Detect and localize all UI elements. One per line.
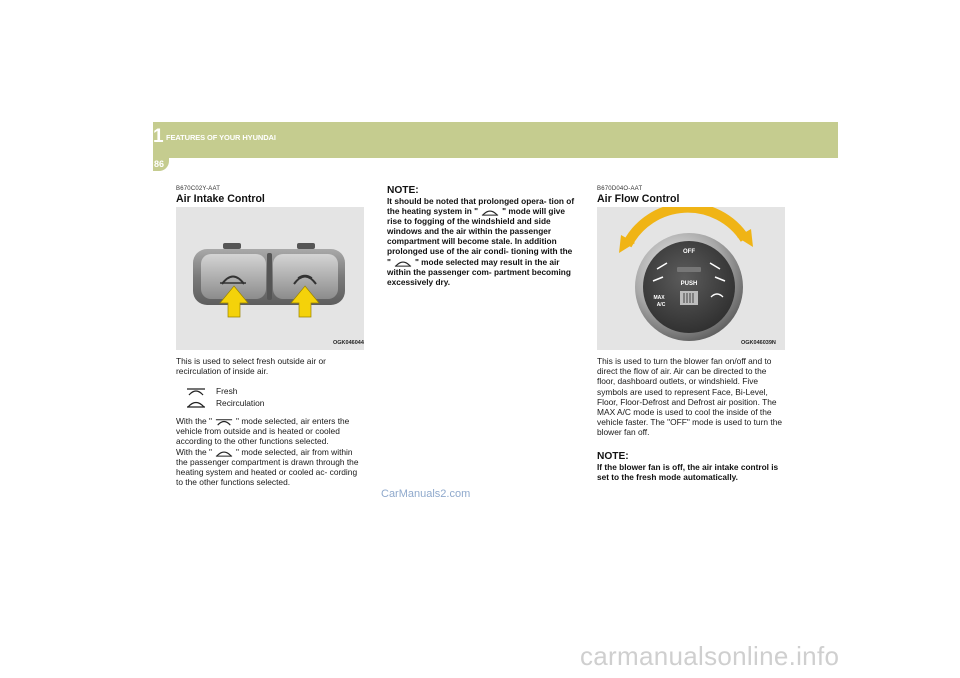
recirculation-icon [393,258,413,267]
air-intake-description [176,416,364,487]
note-body-blower: If the blower fan is off, the air intake control is set to the fresh mode automatically. [597,462,779,483]
air-intake-legend [186,385,264,409]
text-fragment: " mode selected, air from within the passenger compartment is drawn through the heating system and heated or cooled ac- cording to the other functions selected. [176,446,359,488]
legend-item-recirculation [186,397,264,409]
air-intake-figure [176,207,364,350]
text-fragment: With the " [176,416,213,426]
legend-label-recirculation: Recirculation [216,398,265,408]
knob-max-label: MAX [653,295,665,301]
text-fragment: With the " [176,446,213,457]
knob-ac-label: A/C [656,302,666,308]
section-code: B670C02Y-AAT [176,186,221,192]
text-fragment: " mode will give rise to fogging of the windshield and side windows and the air within the passenger compartment will become stale. In addition prolonged use of the air condi- tioning with the " [387,206,573,267]
legend-item-fresh [186,385,264,397]
air-intake-intro: This is used to select fresh outside air or recirculation of inside air. [176,356,326,377]
recirculation-icon [480,207,500,216]
fresh-air-icon [214,417,234,426]
air-flow-knob-illustration [597,207,785,350]
watermark-carmanuals2: CarManuals2.com [381,488,471,500]
chapter-number: 1 [153,126,164,147]
figure-code: OGK046039N [741,340,776,346]
figure-code: OGK046044 [333,340,364,346]
chapter-title: FEATURES OF YOUR HYUNDAI [166,133,276,142]
text-fragment: " mode selected may result in the air within the passenger com- partment becoming excessively dry. [387,256,571,287]
text-fragment: It should be noted that prolonged opera- tion of the heating system in " [387,196,575,217]
note-title: NOTE: [597,451,629,462]
recirculation-icon [186,398,206,408]
text-fragment: " mode selected, air enters the vehicle from outside and is heated or cooled according to the other functions selected. [176,416,350,447]
page-number: 86 [154,159,165,169]
note-title: NOTE: [387,185,419,196]
section-heading-air-intake: Air Intake Control [176,193,265,205]
section-code: B670D04O-AAT [597,186,643,192]
section-heading-air-flow: Air Flow Control [597,193,680,205]
legend-label-fresh: Fresh [216,386,238,396]
recirculation-icon [214,448,234,457]
air-intake-control-illustration [176,207,364,350]
watermark-carmanualsonline: carmanualsonline.info [580,641,840,671]
knob-push-label: PUSH [680,281,698,287]
air-flow-figure [597,207,785,350]
knob-off-label: OFF [683,249,695,255]
note-body-heating [387,196,575,287]
air-flow-description: This is used to turn the blower fan on/off and to direct the flow of air. Air can be directed to the floor, dashboard outlets, or windshield. Five symbols are used to represent Face, Bi-Level, Floor, Floor-Defrost and Defrost air position. The MAX A/C mode is used to cool the inside of the vehicle faster. The "OFF" mode is used to turn the blower fan off. [597,356,783,438]
fresh-air-icon [186,386,206,396]
